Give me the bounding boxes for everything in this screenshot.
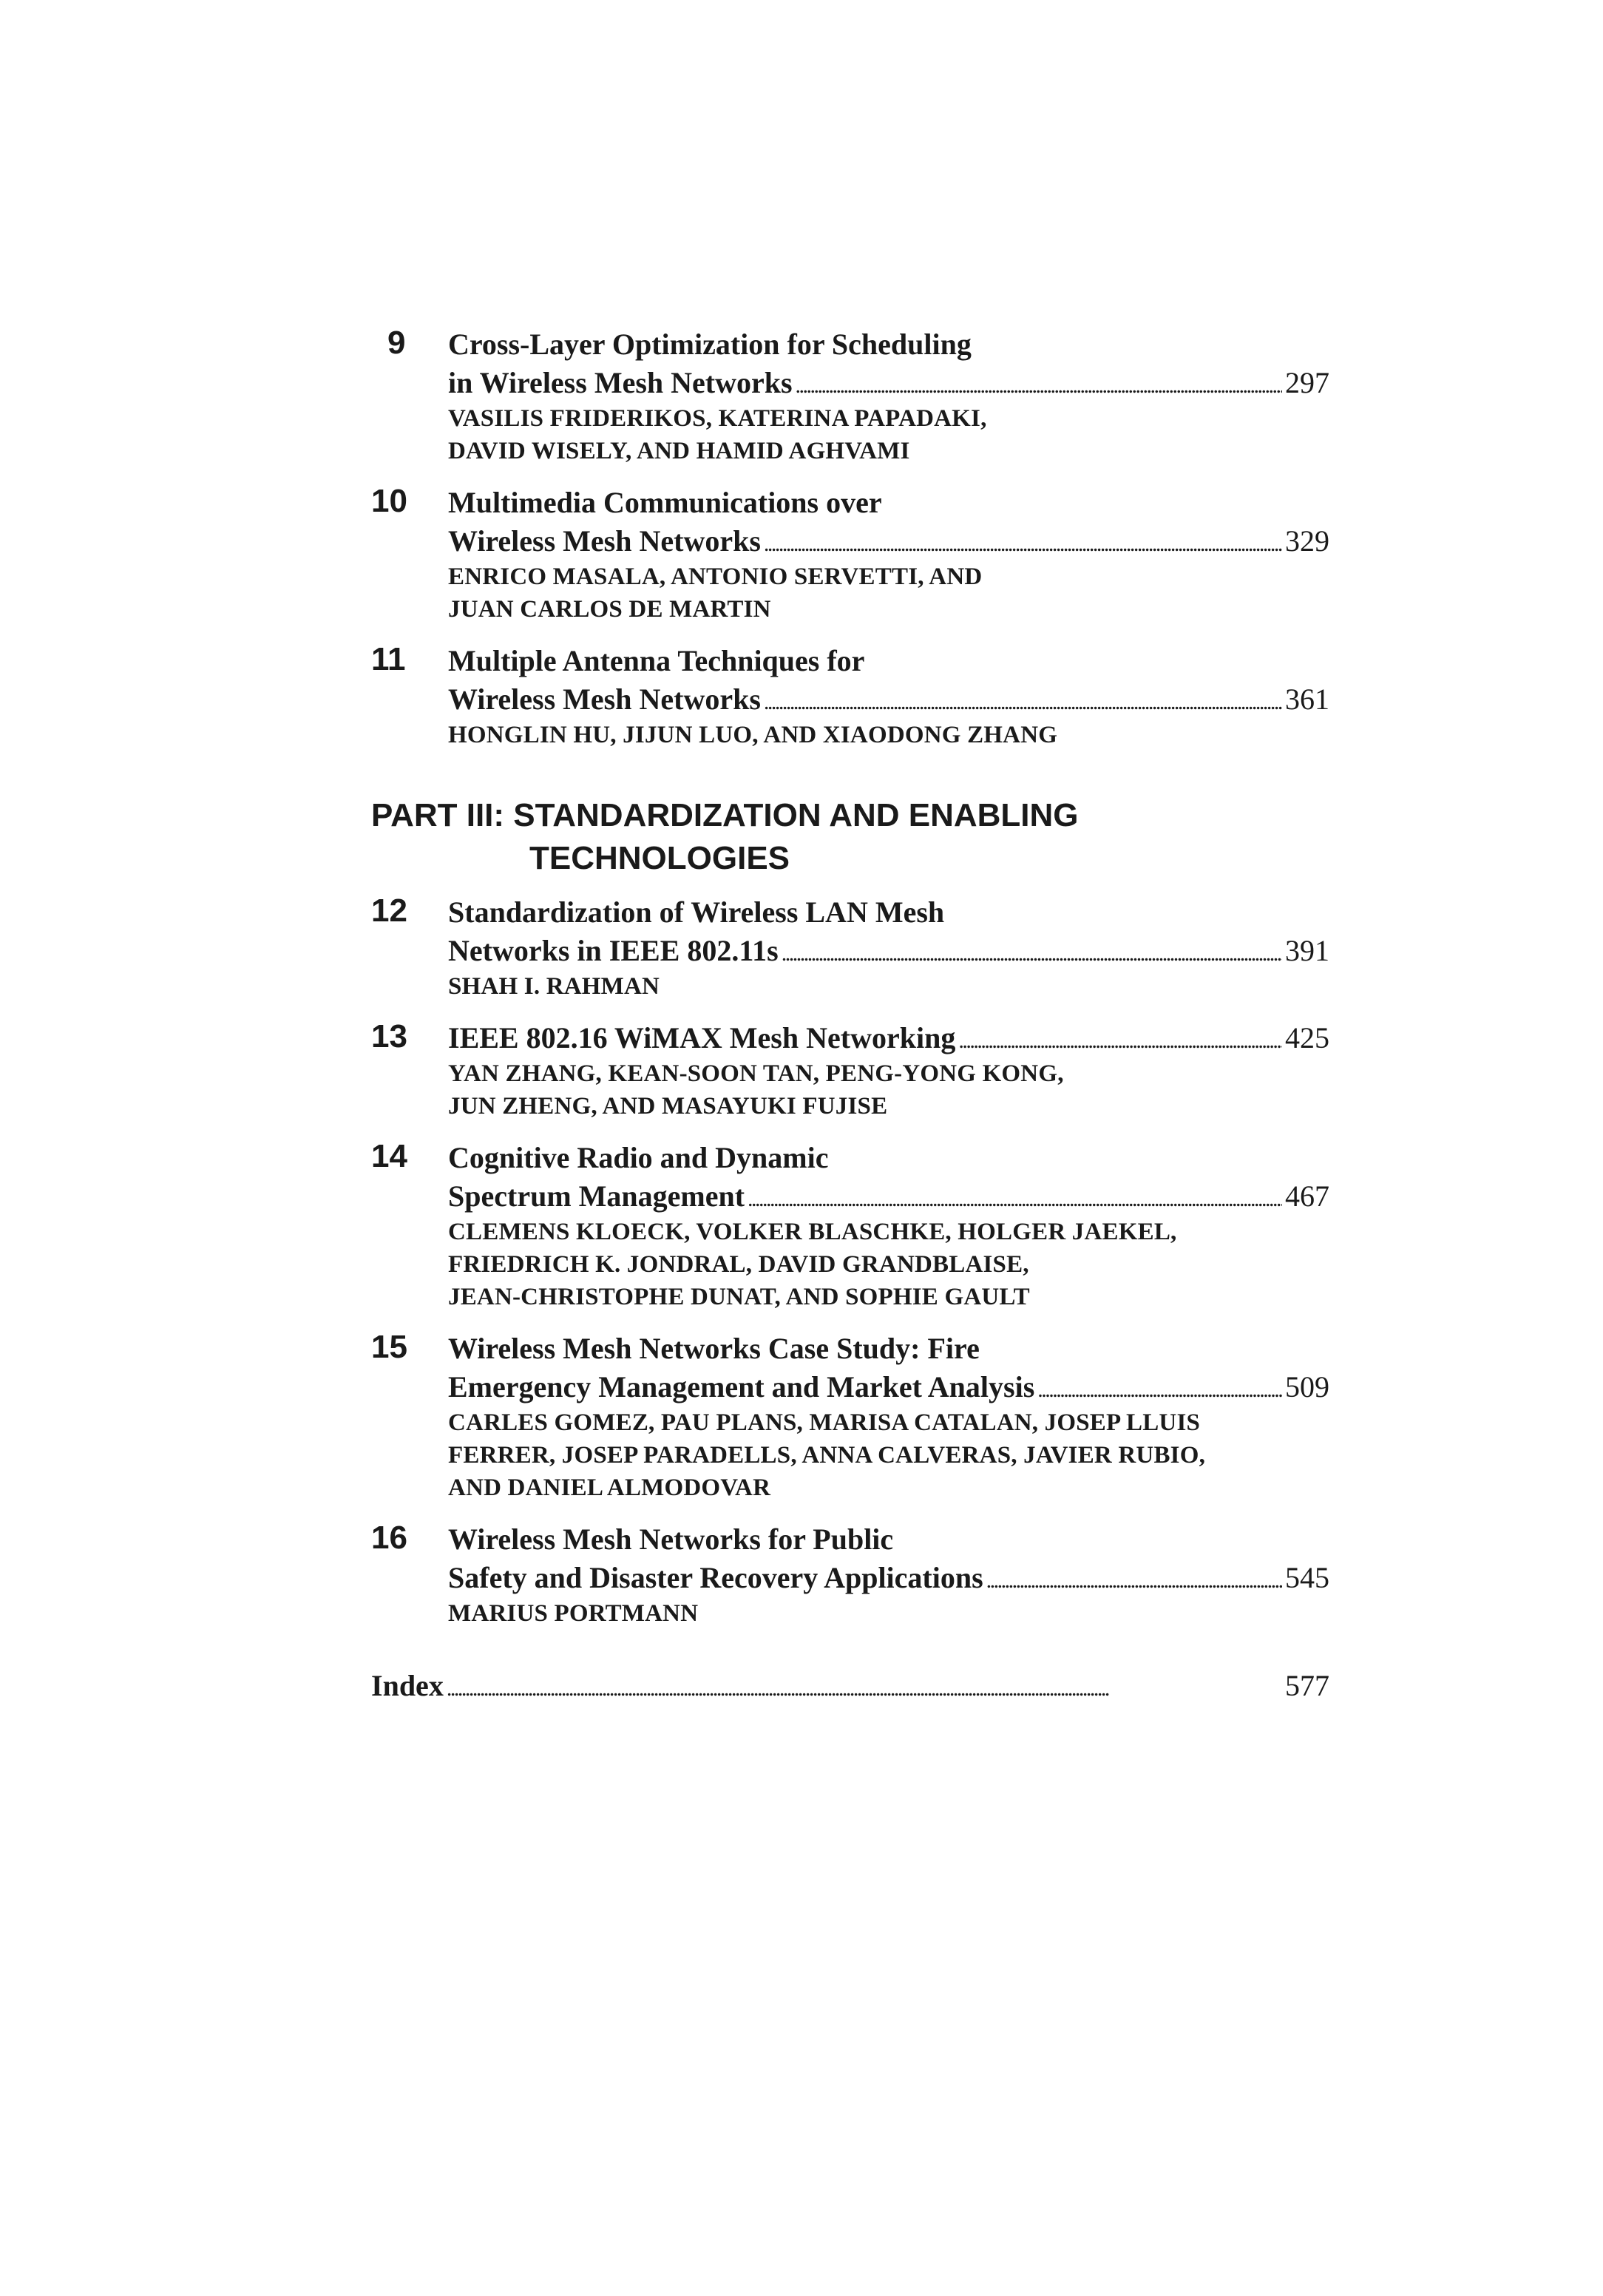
page-number: 467 bbox=[1285, 1179, 1329, 1213]
toc-entry-chapter-15 bbox=[371, 1330, 1329, 1504]
page-number: 425 bbox=[1285, 1021, 1329, 1054]
toc-entry-chapter-16 bbox=[371, 1520, 1329, 1630]
chapter-title: IEEE 802.16 WiMAX Mesh Networking bbox=[448, 1021, 956, 1054]
chapter-title-continued: Emergency Management and Market Analysis bbox=[448, 1370, 1035, 1403]
chapter-title-continued: Networks in IEEE 802.11s bbox=[448, 934, 779, 967]
dot-leader bbox=[796, 364, 1282, 405]
chapter-title: Wireless Mesh Networks Case Study: Fire bbox=[448, 1332, 980, 1365]
dot-leader bbox=[958, 1019, 1282, 1060]
chapter-title-continued: Spectrum Management bbox=[448, 1179, 745, 1213]
chapter-number: 15 bbox=[371, 1329, 407, 1365]
toc-entry-chapter-13 bbox=[371, 1019, 1329, 1122]
chapter-authors: DAVID WISELY, AND HAMID AGHVAMI bbox=[448, 438, 910, 464]
page-number: 361 bbox=[1285, 683, 1329, 716]
page-number: 577 bbox=[1285, 1669, 1329, 1702]
chapter-authors: JEAN-CHRISTOPHE DUNAT, AND SOPHIE GAULT bbox=[448, 1284, 1030, 1310]
table-of-contents bbox=[371, 325, 1329, 1705]
part-heading bbox=[371, 794, 1329, 880]
chapter-number: 12 bbox=[371, 893, 407, 929]
chapter-authors: FRIEDRICH K. JONDRAL, DAVID GRANDBLAISE, bbox=[448, 1251, 1029, 1278]
chapter-title: Standardization of Wireless LAN Mesh bbox=[448, 895, 945, 929]
chapter-authors: CARLES GOMEZ, PAU PLANS, MARISA CATALAN, JOSEP LLUIS bbox=[448, 1409, 1201, 1436]
part-heading-line-1: PART III: STANDARDIZATION AND ENABLING bbox=[371, 797, 1079, 833]
chapter-authors: AND DANIEL ALMODOVAR bbox=[448, 1474, 771, 1501]
chapter-authors: JUN ZHENG, AND MASAYUKI FUJISE bbox=[448, 1093, 888, 1120]
chapter-title: Cross-Layer Optimization for Scheduling bbox=[448, 328, 972, 361]
chapter-title-leader-line bbox=[448, 1368, 1329, 1406]
chapter-title: Cognitive Radio and Dynamic bbox=[448, 1141, 829, 1174]
chapter-authors: VASILIS FRIDERIKOS, KATERINA PAPADAKI, bbox=[448, 405, 987, 432]
dot-leader bbox=[1037, 1368, 1282, 1409]
page-number: 545 bbox=[1285, 1561, 1329, 1594]
toc-entry-chapter-9 bbox=[371, 325, 1329, 467]
chapter-title-continued: Safety and Disaster Recovery Applications bbox=[448, 1561, 983, 1594]
part-heading-line-2: TECHNOLOGIES bbox=[529, 840, 790, 876]
page-number: 509 bbox=[1285, 1370, 1329, 1403]
chapter-number: 9 bbox=[387, 325, 406, 361]
chapter-title-leader-line bbox=[448, 1177, 1329, 1216]
chapter-number: 11 bbox=[371, 641, 406, 677]
dot-leader bbox=[782, 932, 1282, 973]
chapter-title-leader-line bbox=[448, 364, 1329, 402]
toc-entry-chapter-10 bbox=[371, 484, 1329, 626]
toc-entry-chapter-14 bbox=[371, 1139, 1329, 1313]
chapter-title-continued: Wireless Mesh Networks bbox=[448, 683, 761, 716]
chapter-title-continued: Wireless Mesh Networks bbox=[448, 524, 761, 558]
dot-leader bbox=[986, 1559, 1282, 1600]
chapter-authors: MARIUS PORTMANN bbox=[448, 1600, 699, 1627]
chapter-title-leader-line bbox=[448, 1559, 1329, 1597]
chapter-authors: SHAH I. RAHMAN bbox=[448, 973, 660, 1000]
chapter-authors: ENRICO MASALA, ANTONIO SERVETTI, AND bbox=[448, 563, 983, 590]
chapter-authors: CLEMENS KLOECK, VOLKER BLASCHKE, HOLGER JAEKEL, bbox=[448, 1219, 1177, 1245]
dot-leader bbox=[764, 522, 1282, 563]
chapter-title-continued: in Wireless Mesh Networks bbox=[448, 366, 793, 399]
page-number: 329 bbox=[1285, 524, 1329, 558]
toc-entry-chapter-11 bbox=[371, 642, 1329, 751]
chapter-number: 16 bbox=[371, 1520, 407, 1556]
page-number: 391 bbox=[1285, 934, 1329, 967]
chapter-title: Wireless Mesh Networks for Public bbox=[448, 1523, 894, 1556]
chapter-number: 14 bbox=[371, 1138, 407, 1174]
chapter-title-leader-line bbox=[448, 680, 1329, 719]
chapter-title-leader-line bbox=[448, 522, 1329, 561]
chapter-title: Multimedia Communications over bbox=[448, 486, 882, 519]
chapter-number: 13 bbox=[371, 1018, 407, 1054]
dot-leader bbox=[748, 1177, 1282, 1219]
chapter-authors: YAN ZHANG, KEAN-SOON TAN, PENG-YONG KONG, bbox=[448, 1060, 1064, 1087]
toc-entry-chapter-12 bbox=[371, 893, 1329, 1003]
chapter-title-leader-line bbox=[448, 1019, 1329, 1057]
chapter-title: Multiple Antenna Techniques for bbox=[448, 644, 865, 677]
chapter-title-leader-line bbox=[448, 932, 1329, 970]
chapter-authors: FERRER, JOSEP PARADELLS, ANNA CALVERAS, JAVIER RUBIO, bbox=[448, 1442, 1206, 1469]
chapter-authors: JUAN CARLOS DE MARTIN bbox=[448, 596, 771, 623]
dot-leader bbox=[764, 680, 1282, 722]
index-label: Index bbox=[371, 1669, 444, 1702]
chapter-number: 10 bbox=[371, 483, 407, 519]
toc-entry-index bbox=[371, 1667, 1329, 1705]
chapter-authors: HONGLIN HU, JIJUN LUO, AND XIAODONG ZHANG bbox=[448, 722, 1058, 748]
page-number: 297 bbox=[1285, 366, 1329, 399]
dot-leader bbox=[447, 1667, 1282, 1708]
